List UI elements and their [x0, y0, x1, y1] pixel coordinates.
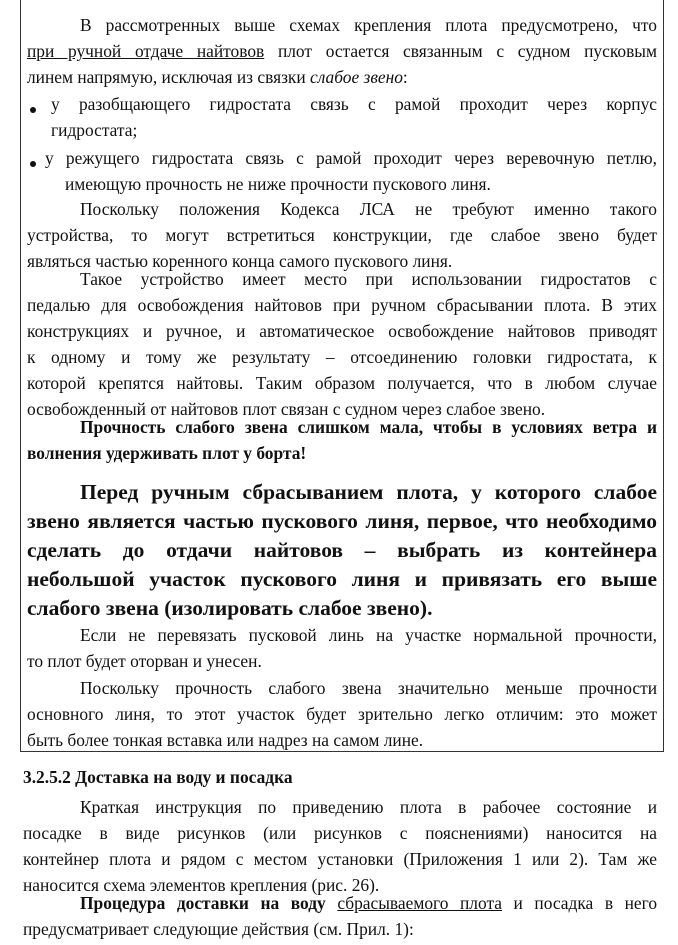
text-fragment: : — [402, 67, 408, 87]
text-line: Такое устройство имеет место при использовании гидростатов с — [80, 269, 657, 289]
text-line: контейнер плота и рядом с местом установки (Приложения 1 или 2). Там же — [23, 849, 657, 869]
text-line: Прочность слабого звена слишком мала, чтобы в условиях ветра и — [80, 417, 657, 437]
paragraph-pedal-hydrostats — [27, 266, 657, 422]
text-line: Поскольку положения Кодекса ЛСА не требуют именно такого — [80, 199, 657, 219]
bullet-icon — [30, 107, 36, 113]
text-line: наносится схема элементов крепления (рис. 26). — [23, 875, 380, 895]
text-line: небольшой участок пускового линя и привязать его выше — [27, 567, 657, 591]
text-line — [27, 64, 657, 90]
text-line: у разобщающего гидростата связь с рамой проходит через корпус — [51, 94, 657, 114]
text-line: гидростата; — [51, 120, 138, 140]
text-line — [23, 890, 657, 916]
text-line: Перед ручным сбрасыванием плота, у которого слабое — [80, 480, 657, 504]
text-fragment: и посадка в него — [501, 893, 658, 913]
underlined-phrase: при ручной отдаче найтовов — [27, 41, 265, 61]
warning-isolate-weak-link — [27, 478, 657, 623]
text-line: то плот будет оторван и унесен. — [27, 651, 262, 671]
text-line: Поскольку прочность слабого звена значительно меньше прочности — [80, 678, 657, 698]
text-line: которой крепятся найтовы. Таким образом получается, что в любом случае — [27, 373, 657, 393]
text-line: предусматривает следующие действия (см. Прил. 1): — [23, 919, 414, 939]
bold-phrase: Процедура доставки на воду — [80, 893, 326, 913]
text-line: Краткая инструкция по приведению плота в рабочее состояние и — [80, 797, 657, 817]
underlined-phrase: сбрасываемого плота — [337, 893, 502, 913]
text-line: у режущего гидростата связь с рамой проходит через веревочную петлю, — [45, 148, 657, 168]
paragraph-brief-instruction — [23, 794, 657, 898]
text-line: конструкциях и ручное, и автоматическое освобождение найтовов приводят — [27, 321, 657, 341]
warning-weak-link-strength — [27, 414, 657, 466]
text-line: имеющую прочность не ниже прочности пускового линя. — [65, 174, 491, 194]
text-line: быть более тонкая вставка или надрез на самом лине. — [27, 730, 424, 750]
text-line: В рассмотренных выше схемах крепления плота предусмотрено, что — [80, 15, 657, 35]
text-line — [27, 38, 657, 64]
text-fragment: линем напрямую, исключая из связки — [27, 67, 311, 87]
paragraph-lsa-code — [27, 196, 657, 274]
section-heading: 3.2.5.2 Доставка на воду и посадка — [23, 767, 293, 787]
text-line: звено является частью пускового линя, первое, что необходимо — [27, 509, 657, 533]
paragraph-weak-link-visible — [27, 675, 657, 753]
text-line: сделать до отдачи найтовов – выбрать из контейнера — [27, 538, 657, 562]
text-line: педалью для освобождения найтовов при ручном сбрасывании плота. В этих — [27, 295, 657, 315]
bullet-item-cutting-hydrostat — [45, 145, 657, 197]
text-line: слабого звена (изолировать слабое звено). — [27, 596, 433, 620]
text-line: устройства, то могут встретиться конструкции, где слабое звено будет — [27, 225, 657, 245]
paragraph-retie-line — [27, 622, 657, 674]
bullet-item-disconnecting-hydrostat — [51, 91, 657, 143]
bullet-icon — [30, 161, 36, 167]
text-line: основного линя, то этот участок будет зрительно легко отличим: это может — [27, 704, 657, 724]
text-line: волнения удерживать плот у борта! — [27, 443, 307, 463]
text-line: посадке в виде рисунков (или рисунков с пояснениями) наносится на — [23, 823, 657, 843]
text-line: к одному и тому же результату – отсоединению головки гидростата, к — [27, 347, 657, 367]
text-fragment: плот остается связанным с судном пусковым — [264, 41, 657, 61]
text-line: Если не перевязать пусковой линь на участке нормальной прочности, — [80, 625, 657, 645]
text-line: являться частью коренного конца самого пускового линя. — [27, 251, 453, 271]
text-line: освобожденный от найтовов плот связан с судном через слабое звено. — [27, 399, 546, 419]
paragraph-launch-procedure — [23, 890, 657, 942]
italic-term: слабое звено — [310, 67, 403, 87]
paragraph-fastening-schemes — [27, 12, 657, 90]
